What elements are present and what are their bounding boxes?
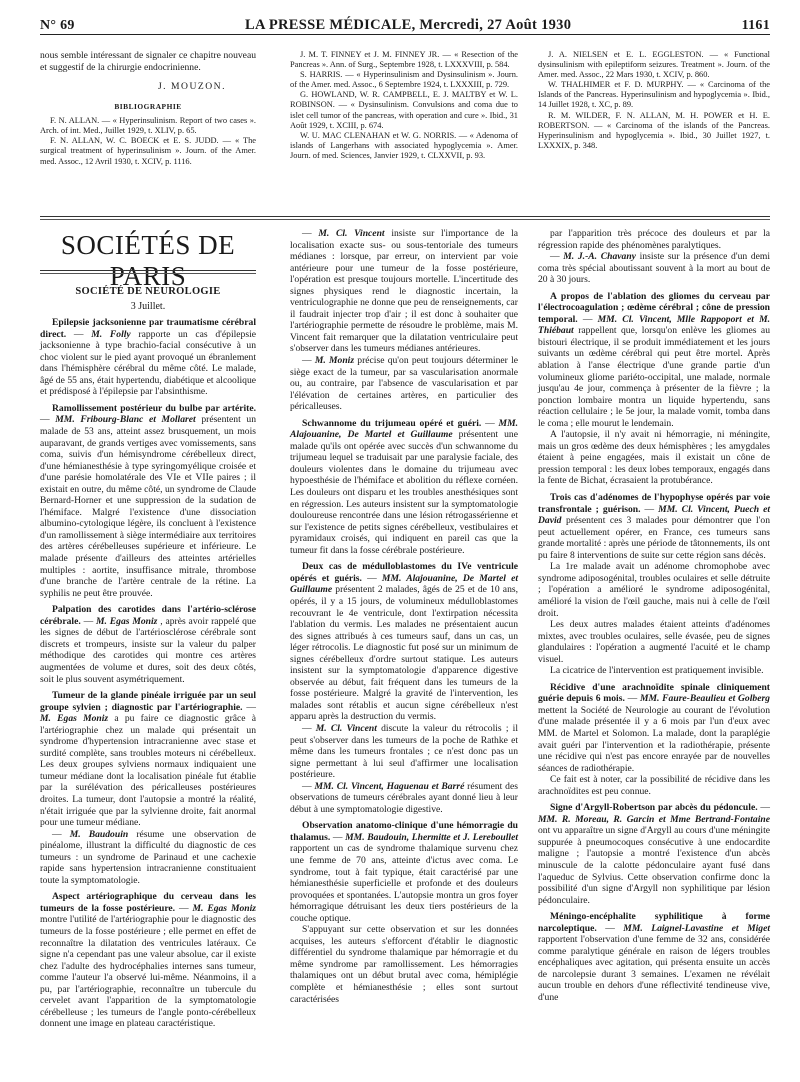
communication-title: Deux cas de médulloblastomes du IVe ventricule opérés et guéris. (290, 561, 518, 584)
communication-authors: M. Folly (91, 328, 131, 340)
communication-text: S'appuyant sur cette observation et sur les données acquises, les auteurs s'efforcent d'établir le diagnostic différentiel du syndrome thalamique par hémorragie et du même syndrome par ramollissement. Les hémorragies thalamiques ont un début brutal avec coma, hémiplégie complète et hémianesthésie ; elles sont surtout caractérisées (290, 924, 518, 1005)
communication-text: par l'apparition très précoce des douleurs et par la régression rapide des phénomènes paralytiques. (538, 228, 770, 251)
communication-paragraph (538, 619, 770, 665)
communication-authors: M. Baudouin (69, 828, 129, 840)
communication-authors: M. Cl. Vincent (315, 722, 377, 734)
communication-paragraph: Récidive d'une arachnoïdite spinale cliniquement guérie depuis 6 mois. — MM. Faure-Beaulieu et Golberg mettent la Société de Neurologie au courant de l'évolution d'une malade présentée il y a 6 mois par l'un d'eux avec MM. de Martel et Solomon. La malade, dont la paraplégie avait guéri par l'intervention et la radiothérapie, présente une récidive qui n'est pas encore enrayée par de nouvelles séances de radiothérapie. (538, 681, 770, 774)
communication-title: A propos de l'ablation des gliomes du cerveau par l'électrocoagulation ; œdème cérébral ; cône de pression temporal. (538, 290, 770, 325)
column-2-body (290, 228, 518, 1005)
communication-text: , après avoir rappelé que les signes de début de l'artériosclérose cérébrale sont discrets et trompeurs, insiste sur la valeur du palper méthodique des carotides qui montre ces artères augmentées de volume et dures, soit des deux côtés, soit le plus souvent asymétriquement. (40, 615, 257, 685)
communication-authors: MM. Laignel-Lavastine et Miget (623, 922, 770, 934)
communication-title: Aspect artériographique du cerveau dans les tumeurs de la fosse postérieure. (40, 891, 256, 914)
communication-paragraph: Observation anatomo-clinique d'une hémorragie du thalamus. — MM. Baudouin, Lhermitte et J. Lereboullet rapportent un cas de syndrome thalamique survenu chez une femme de 70 ans, atteinte d'ictus avec coma. Le syndrome, tout à fait typique, était caractérisé par une hémianesthésie superficielle et profonde et des douleurs provoquées et spontanées. L'autopsie montra un gros foyer hémorragique détruisant les deux tiers postérieurs de la couche optique. (290, 820, 518, 924)
communication-text: présentent une malade qu'ils ont opérée avec succès d'un schwannome du trijumeau lequel se traduisait par une paralysie faciale, des douleurs violentes dans le domaine du trijumeau avec hypoesthésie de l'hémiface et abolition du réflexe cornéen. Les douleurs ont disparu et les troubles anesthésiques sont en régression. Les auteurs insistent sur la symptomatologie douloureuse rencontrée dans une lésion rétrogassérienne et sur l'existence de petits signes cérébelleux, vestibulaires et pyramidaux croisés, qui indiquent en pareil cas que la tumeur fit dans la fosse cérébrale postérieure. (290, 429, 518, 556)
communication-text: précise qu'on peut toujours déterminer le siège exact de la tumeur, par sa vascularisation anormale ou, au contraire, par l'absence de vascularisation et par l'élévation de certaines artères, en particulier des péricalleuses. (290, 355, 518, 413)
communication-paragraph: Deux cas de médulloblastomes du IVe ventricule opérés et guéris. — MM. Alajouanine, De Martel et Guillaume présentent 2 malades, âgés de 25 et de 10 ans, opérés, il y a 15 jours, de volumineux médulloblastomes recouvrant le 4e ventricule, dont l'extirpation nécessita l'ablation du vermis. Les malades ne présentaient aucun des signes attribués à ces tumeurs sauf, dans un cas, un léger rétrocolis. Le diagnostic fut posé sur un minimum de signes cérébelleux d'ordre surtout statique. Les auteurs insistent sur la symptomatologie d'apparence digestive observée au début, fait fréquent dans les tumeurs de la fosse postérieure. Malgré la gravité de l'intervention, les malades sont rétablis et aucun signe cérébelleux n'est apparu après la destruction du vermis. (290, 561, 519, 723)
page-header (40, 14, 770, 35)
communication-paragraph: Méningo-encéphalite syphilitique à forme narcoleptique. — MM. Laignel-Lavastine et Miget rapportent l'observation d'une femme de 32 ans, considérée comme paralytique générale en raison de légers troubles encéphaliques avec agitation, qui présenta ensuite un accès de narcolepsie durant 3 semaines. L'examen ne révélait aucun trouble en dehors d'une réflectivité tendineuse vive, d'une (538, 911, 770, 1003)
section-divider (40, 216, 770, 217)
communication-title: Palpation des carotides dans l'artério-sclérose cérébrale. (40, 604, 256, 627)
communication-text: résume une observation de pinéalome, illustrant la difficulté du diagnostic de ces tumeurs : un syndrome de Parinaud et une cachexie rapide sans hypertension intracranienne constituaient toute la symptomatologie. (40, 828, 256, 886)
bibliography-list-3 (538, 50, 770, 151)
communication-paragraph: Aspect artériographique du cerveau dans les tumeurs de la fosse postérieure. — M. Egas Moniz montre l'utilité de l'artériographie pour le diagnostic des tumeurs de la fosse postérieure ; elle permet en effet de reconnaître la dilatation des ventricules latéraux. Ce signe n'a cependant pas une valeur absolue, car il existe chez l'adulte des hydrocéphalies internes sans tumeur, comme l'auteur l'a observé lui-même. Néanmoins, il a pu, par l'artériographie, reconnaître un tubercule du cervelet avant l'apparition de la symptomatologie cérébelleuse ; les tumeurs de l'angle ponto-cérébelleux donnent une image en plateau caractéristique. (40, 891, 257, 1030)
society-name: SOCIÉTÉ DE NEUROLOGIE (75, 286, 221, 297)
communication-text: présentent ces 3 malades pour démontrer que l'on peut actuellement opérer, en France, ces tumeurs sans grande mortalité : après une période de tâtonnements, ils ont pu faire 8 interventions de suite sur cette région sans décès. (538, 515, 770, 561)
communication-text: La 1re malade avait un adénome chromophobe avec syndrome adiposogénital, troubles oculaires et selle détruite ; l'opération a amélioré le syndrome adiposogénital, amélioré la vision de l'œil gauche, mais nui à celle de l'œil droit. (538, 561, 770, 619)
communication-paragraph: A propos de l'ablation des gliomes du cerveau par l'électrocoagulation ; œdème cérébral ; cône de pression temporal. — MM. Cl. Vincent, Mlle Rappoport et M. Thiébaut rappellent que, lorsqu'on enlève les gliomes au bistouri électrique, il se produit immédiatement et les jours suivants un œdème cérébral qui peut être mortel. Après ablation à l'anse électrique d'une grande partie d'un volumineux gliome pariéto-occipital, une malade, normale jusqu'au 4e jour, commença à présenter de la fièvre ; la ponction lombaire montra un liquide hypertendu, sans réaction cellulaire ; le 5e jour, la malade vomit, tomba dans le coma ; elle mourut le lendemain. (538, 290, 770, 429)
communication-paragraph: — M. J.-A. Chavany insiste sur la présence d'un demi coma très spécial aboutissant souvent à la mort au bout de 20 à 30 jours. (538, 251, 771, 286)
column-1-body (40, 317, 256, 1030)
communication-paragraph (538, 429, 770, 487)
top-column-1 (40, 50, 256, 167)
communication-authors: MM. Fribourg-Blanc et Mollaret (55, 414, 196, 426)
communication-text: rapportent un cas de syndrome thalamique survenu chez une femme de 70 ans, atteinte d'ictus avec coma. Le syndrome, tout à fait typique, était caractérisé par une hémianesthésie superficielle et profonde et des douleurs provoquées et spontanées. L'autopsie montra un gros foyer hémorragique détruisant les deux tiers postérieurs de la couche optique. (290, 843, 518, 924)
communication-title: Récidive d'une arachnoïdite spinale cliniquement guérie depuis 6 mois. (538, 681, 770, 705)
communication-paragraph: Signe d'Argyll-Robertson par abcès du pédoncule. — MM. R. Moreau, R. Garcin et Mme Bertrand-Fontaine ont vu apparaître un signe d'Argyll au cours d'une méningite suppurée à pneumocoques consécutive à une endocardite maligne ; l'autopsie a montré l'existence d'un abcès minuscule de la calotte pédonculaire ayant fusé dans l'aqueduc de Sylvius. Cette observation confirme donc la possibilité d'un signe d'Argyll non syphilitique par lésion pédonculaire. (538, 802, 771, 906)
column-1 (40, 286, 256, 1030)
communication-paragraph: — MM. Cl. Vincent, Haguenau et Barré résument des observations de tumeurs cérébrales ayant donné lieu à leur début à une symptomatologie digestive. (290, 780, 518, 815)
communication-text: Les deux autres malades étaient atteints d'adénomes mixtes, avec troubles oculaires, selle évasée, peu de signes glandulaires : l'opération a augmenté l'acuité et le champ visuel. (538, 619, 770, 665)
communication-authors: MM. Cl. Vincent, Haguenau et Barré (314, 780, 465, 792)
column-3 (538, 228, 770, 1004)
communication-text: présentent 2 malades, âgés de 25 et de 10 ans, opérés, il y a 15 jours, de volumineux médulloblastomes recouvrant le 4e ventricule, dont l'extirpation nécessita l'ablation du vermis. Les malades ne présentaient aucun des signes attribués à ces tumeurs sauf, dans un cas, un léger rétrocolis. Le diagnostic fut posé sur un minimum de signes cérébelleux d'ordre surtout statique. Les auteurs insistent sur la symptomatologie d'apparence digestive observée au début, fait fréquent dans les tumeurs de la fosse postérieure. Malgré la gravité de l'intervention, les malades sont rétablis et aucun signe cérébelleux n'est apparu après la destruction du vermis. (290, 584, 518, 723)
communication-paragraph: Trois cas d'adénomes de l'hypophyse opérés par voie transfrontale ; guérison. — MM. Cl. Vincent, Puech et David présentent ces 3 malades pour démontrer que l'on peut actuellement opérer, en France, ces tumeurs sans grande mortalité : après une période de tâtonnements, ils ont pu faire 8 interventions de suite sur cette région sans décès. (538, 492, 770, 561)
session-date: 3 Juillet. (130, 300, 166, 312)
section-title: SOCIÉTÉS DE PARIS (60, 230, 236, 291)
article-ending: nous semble intéressant de signaler ce chapitre nouveau et suggestif de la chirurgie endocrinienne. (40, 50, 256, 73)
bibliography-list-2 (290, 50, 518, 161)
reference-entry: G. HOWLAND, W. R. CAMPBELL, E. J. MALTBY et W. L. ROBINSON. — « Dysinsulinism. Convulsions and coma due to islet cell tumor of the pancreas, with operation and cure ». Ibid., 31 Août 1929, t. XCIII, p. 674. (290, 90, 518, 130)
journal-title: LA PRESSE MÉDICALE, Mercredi, 27 Août 1930 (245, 17, 572, 33)
communication-title: Signe d'Argyll-Robertson par abcès du pédoncule. (550, 802, 758, 814)
communication-title: Méningo-encéphalite syphilitique à forme narcoleptique. (538, 911, 770, 934)
column-2 (290, 228, 518, 1005)
communication-text: La cicatrice de l'intervention est pratiquement invisible. (550, 665, 764, 677)
section-divider-thin (40, 219, 770, 220)
communication-authors: MM. Cl. Vincent, Puech et David (538, 503, 770, 527)
communication-text: Ce fait est à noter, car la possibilité de récidive dans les arachnoïdites est peu connue. (538, 774, 770, 797)
communication-paragraph: — M. Cl. Vincent insiste sur l'importance de la localisation exacte sus- ou sous-tentoriale des tumeurs médianes : lorsque, par erreur, on intervient par voie antérieure pour une tumeur de la fosse postérieure, l'opération est presque toujours mortelle. L'incertitude des signes physiques rend le diagnostic incertain, la ventriculographie ne donne que peu de renseignements, car il faudrait injecter trop d'air ; il est donc à souhaiter que l'artériographie permette de résoudre le problème, mais M. Vincent fait remarquer que la dilatation ventriculaire peut s'observer dans les tumeurs médianes antérieures. (290, 228, 518, 355)
communication-paragraph (538, 561, 770, 619)
reference-entry: W. U. MAC CLENAHAN et W. G. NORRIS. — « Adenoma of islands of Langerhans with associated hypoglycemia ». Amer. Journ. of med. Sciences, Janvier 1929, t. CLXXVII, p. 93. (290, 130, 518, 160)
reference-entry: R. M. WILDER, F. N. ALLAN, M. H. POWER et H. E. ROBERTSON. — « Carcinoma of the islands of the Pancreas. Hyperinsulinism and hypoglycemia ». Ibid., 30 Juillet 1927, t. LXXXIX, p. 348. (538, 110, 770, 150)
communication-paragraph: Tumeur de la glande pinéale irriguée par un seul groupe sylvien ; diagnostic par l'artériographie. — M. Egas Moniz a pu faire ce diagnostic grâce à l'artériographie chez un malade qui présentait un syndrome d'hypertension intracranienne avec stase et surdité complète, sans troubles moteurs ni cérébelleux. Les deux groupes sylviens normaux indiquaient une tumeur médiane dont la localisation pinéale fut établie par la surélévation des péricalleuses postérieures droites. La tumeur, dont l'autopsie a montré la réalité, n'était irriguée que par la sylvienne droite, fait anormal pour une tumeur médiane. (40, 690, 257, 829)
bibliography-heading: BIBLIOGRAPHIE (114, 101, 182, 111)
reference-entry: F. N. ALLAN. — « Hyperinsulinism. Report of two cases ». Arch. of int. Med., Juillet 1929, t. XLIV, p. 65. (40, 116, 256, 136)
communication-text: présentent un malade de 53 ans, atteint assez brusquement, un mois auparavant, de grands vertiges avec vomissements, sans coma, suivis d'un hémisyndrome cérébelleux direct, d'une hémianesthésie à type syringomyélique croisée et d'une parésie homolatérale des VIe et VIIe paires ; il existait en outre, du même côté, un syndrome de Claude Bernard-Horner et une suppression de la sudation de l'hémiface. Malgré l'existence d'une dissociation albumino-cytologique légère, ils concluent à l'existence d'un ramollissement à siège intermédiaire aux territoires des artères cérébelleuses supérieure et inférieure. Le malade présente d'ailleurs des atteintes artérielles multiples : aortite, insuffisance mitrale, thrombose d'une branche de l'artère centrale de la rétine. La syphilis ne peut être prouvée. (40, 414, 257, 599)
communication-paragraph (538, 774, 770, 797)
title-underline (40, 270, 256, 271)
communication-paragraph: Epilepsie jacksonienne par traumatisme cérébral direct. — M. Folly rapporte un cas d'épilepsie jacksonienne à type brachio-facial consécutive à un choc violent sur le pied ayant provoqué un ébranlement dans l'hémisphère cérébral du même côté. Le malade, âgé de 55 ans, était hypertendu, diabétique et alcoolique et prédisposé à l'épilepsie par l'absinthisme. (40, 317, 257, 398)
reference-entry: F. N. ALLAN, W. C. BOECK et E. S. JUDD. — « The surgical treatment of hyperinsulinism ». Journ. of the Amer. med. Assoc., 12 Avril 1930, t. XCIV, p. 1116. (40, 136, 256, 166)
title-underline-thin (40, 273, 256, 274)
communication-text: résument des observations de tumeurs cérébrales ayant donné lieu à leur début à une symptomatologie digestive. (290, 780, 518, 815)
bibliography-list (40, 116, 256, 166)
communication-authors: M. Cl. Vincent (318, 228, 385, 239)
reference-entry: J. A. NIELSEN et E. L. EGGLESTON. — « Functional dysinsulinism with epileptiform seizures. Treatment ». Journ. of the Amer. med. Assoc., 22 Mars 1930, t. XCIV, p. 860. (538, 50, 770, 80)
communication-title: Schwannome du trijumeau opéré et guéri. (302, 417, 482, 429)
reference-entry: J. M. T. FINNEY et J. M. FINNEY JR. — « Resection of the Pancreas ». Ann. of Surg., Septembre 1928, t. LXXXVIII, p. 584. (290, 50, 518, 70)
communication-authors: MM. Cl. Vincent, Mlle Rappoport et M. Thiébaut (538, 313, 770, 337)
communication-title: Trois cas d'adénomes de l'hypophyse opérés par voie transfrontale ; guérison. (538, 492, 770, 515)
communication-text: insiste sur la présence d'un demi coma très spécial aboutissant souvent à la mort au bout de 20 à 30 jours. (538, 251, 771, 286)
communication-authors: MM. Alajouanine, De Martel et Guillaume (290, 417, 519, 441)
communication-paragraph: Ramollissement postérieur du bulbe par artérite. — MM. Fribourg-Blanc et Mollaret présentent un malade de 53 ans, atteint assez brusquement, un mois auparavant, de grands vertiges avec vomissements, sans coma, suivis d'un hémisyndrome cérébelleux direct, d'une hémianesthésie à type syringomyélique croisée et d'une parésie homolatérale des VIe et VIIe paires ; il existait en outre, du même côté, un syndrome de Claude Bernard-Horner et une suppression de la sudation de l'hémiface. Malgré l'existence d'une dissociation albumino-cytologique légère, ils concluent à l'existence d'un ramollissement à siège intermédiaire aux territoires des artères cérébelleuses supérieure et inférieure. Le malade présente d'ailleurs des atteintes artérielles multiples : aortite, insuffisance mitrale, thrombose d'une branche de l'artère centrale de la rétine. La syphilis ne peut être prouvée. (40, 402, 257, 599)
communication-text: ont vu apparaître un signe d'Argyll au cours d'une méningite suppurée à pneumocoques consécutive à une endocardite maligne ; l'autopsie a montré l'existence d'un abcès minuscule de la calotte pédonculaire ayant fusé dans l'aqueduc de Sylvius. Cette observation confirme donc la possibilité d'un signe d'Argyll non syphilitique par lésion pédonculaire. (538, 825, 770, 906)
communication-authors: MM. R. Moreau, R. Garcin et Mme Bertrand-Fontaine (538, 813, 770, 825)
communication-text: A l'autopsie, il n'y avait ni hémorragie, ni méningite, mais un gros œdème des deux hémisphères ; les amygdales étaient à peine engagées, mais il existait un cône de pression temporal : les deux lobes temporaux, engagés dans la fente de Bichat, écrasaient la protubérance. (538, 429, 770, 487)
reference-entry: S. HARRIS. — « Hyperinsulinism and Dysinsulinism ». Journ. of the Amer. med. Assoc., 6 Septembre 1924, t. LXXXIII, p. 729. (290, 70, 518, 90)
communication-text: discute la valeur du rétrocolis ; il peut s'observer dans les tumeurs de la poche de Rathke et même dans les tumeurs frontales ; ce n'est donc pas un signe permettant à lui seul d'affirmer une localisation postérieure. (290, 722, 518, 781)
communication-authors: MM. Faure-Beaulieu et Golberg (639, 693, 770, 705)
communication-authors: M. Moniz (314, 355, 355, 367)
communication-text: montre l'utilité de l'artériographie pour le diagnostic des tumeurs de la fosse postérieure ; elle permet en effet de reconnaître la dilatation des ventricules latéraux. Ce signe n'a cependant pas une valeur absolue, car il existe chez l'adulte des hydrocéphalies internes sans tumeur, comme l'auteur l'a observé lui-même. Néanmoins, il a pu, par l'artériographie, reconnaître un tubercule du cervelet avant l'apparition de la symptomatologie cérébelleuse ; les tumeurs de l'angle ponto-cérébelleux donnent une image en plateau caractéristique. (40, 914, 256, 1030)
communication-authors: M. Egas Moniz (96, 615, 158, 627)
communication-authors: MM. Alajouanine, De Martel et Guillaume (290, 572, 519, 596)
communication-text: rapportent l'observation d'une femme de 32 ans, considérée comme paralytique générale en raison de légers troubles encéphaliques avec agitation, qui présenta ensuite un accès de narcolepsie durant 3 semaines. L'examen ne révélait aucun trouble en dehors d'une réflectivité tendineuse vive, d'une (538, 934, 770, 1003)
communication-title: Epilepsie jacksonienne par traumatisme cérébral direct. (40, 317, 256, 340)
communication-paragraph (290, 924, 518, 1005)
communication-authors: M. J.-A. Chavany (563, 251, 636, 263)
communication-paragraph: — M. Moniz précise qu'on peut toujours déterminer le siège exact de la tumeur, par sa vascularisation anormale ou, au contraire, par l'absence de vascularisation et par l'élévation de certaines artères, en particulier des péricalleuses. (290, 355, 518, 413)
communication-text: insiste sur l'importance de la localisation exacte sus- ou sous-tentoriale des tumeurs médianes : lorsque, par erreur, on intervient par voie antérieure pour une tumeur de la fosse postérieure, l'opération est presque toujours mortelle. L'incertitude des signes physiques rend le diagnostic incertain, la ventriculographie ne donne que peu de renseignements, car il faudrait injecter trop d'air ; il est donc à souhaiter que l'artériographie permette de résoudre le problème, mais M. Vincent fait remarquer que la dilatation ventriculaire peut s'observer dans les tumeurs médianes antérieures. (290, 228, 518, 355)
issue-number: N° 69 (40, 18, 75, 33)
communication-authors: M. Egas Moniz (40, 713, 109, 725)
communication-paragraph (538, 228, 770, 251)
communication-text: rapporte un cas d'épilepsie jacksonienne à type brachio-facial consécutive à un choc violent sur le pied ayant provoqué un ébranlement dans l'hémisphère cérébral du même côté. Le malade, âgé de 55 ans, était hypertendu, diabétique et alcoolique et prédisposé à l'épilepsie par l'absinthisme. (40, 328, 257, 398)
communication-paragraph: — M. Cl. Vincent discute la valeur du rétrocolis ; il peut s'observer dans les tumeurs de la poche de Rathke et même dans les tumeurs frontales ; ce n'est donc pas un signe permettant à lui seul d'affirmer une localisation postérieure. (290, 722, 518, 781)
communication-text: a pu faire ce diagnostic grâce à l'artériographie chez un malade qui présentait un syndrome d'hypertension intracranienne avec stase et surdité complète, sans troubles moteurs ni cérébelleux. Les deux groupes sylviens normaux indiquaient une tumeur médiane dont la localisation pinéale fut établie par la surélévation des péricalleuses postérieures droites. La tumeur, dont l'autopsie a montré la réalité, n'était irriguée que par la sylvienne droite, fait anormal pour une tumeur médiane. (40, 713, 257, 829)
communication-paragraph: Schwannome du trijumeau opéré et guéri. — MM. Alajouanine, De Martel et Guillaume présentent une malade qu'ils ont opérée avec succès d'un schwannome du trijumeau lequel se traduisait par une paralysie faciale, des douleurs violentes dans le domaine du trijumeau avec hypoesthésie de l'hémiface et abolition du réflexe cornéen. Les douleurs ont disparu et les troubles anesthésiques sont en régression. Les auteurs insistent sur la symptomatologie douloureuse rencontrée dans une lésion rétrogassérienne et sur l'existence de petits signes cérébelleux, vestibulaires et pyramidaux croisés, qui indiquent en pareil cas que la tumeur fit dans la fosse cérébrale postérieure. (290, 417, 519, 556)
reference-entry: W. THALHIMER et F. D. MURPHY. — « Carcinoma of the Islands of the Pancreas. Hyperinsulinism and hypoglycemia ». Ibid., 14 Juillet 1928, t. XC, p. 89. (538, 80, 770, 110)
column-3-body (538, 228, 770, 1004)
communication-title: Ramollissement postérieur du bulbe par artérite. (52, 402, 256, 414)
communication-paragraph: Palpation des carotides dans l'artério-sclérose cérébrale. — M. Egas Moniz , après avoir rappelé que les signes de début de l'artériosclérose cérébrale sont discrets et trompeurs, insiste sur la valeur du palper méthodique des carotides qui montre ces artères augmentées de volume et dures, soit des deux côtés, soit le plus souvent asymétriquement. (40, 604, 257, 685)
communication-authors: M. Egas Moniz (192, 902, 257, 914)
communication-text: rappellent que, lorsqu'on enlève les gliomes au bistouri électrique, il se produit immédiatement et les jours suivants un œdème cérébral qui peut être mortel. Après ablation à l'anse électrique d'une grande partie d'un volumineux gliome pariéto-occipital, une malade, normale jusqu'au 4e jour, commença à présenter de la fièvre ; la ponction lombaire montra un liquide hypertendu, sans réaction cellulaire ; le 5e jour, la malade vomit, tomba dans le coma ; elle mourut le lendemain. (538, 325, 770, 429)
communication-title: Observation anatomo-clinique d'une hémorragie du thalamus. (290, 820, 518, 843)
page-number: 1161 (741, 18, 770, 33)
communication-paragraph: — M. Baudouin résume une observation de pinéalome, illustrant la difficulté du diagnostic de ces tumeurs : un syndrome de Parinaud et une cachexie rapide sans hypertension intracranienne constituaient toute la symptomatologie. (40, 828, 256, 886)
communication-title: Tumeur de la glande pinéale irriguée par un seul groupe sylvien ; diagnostic par l'artériographie. (40, 690, 256, 713)
author-signature: J. MOUZON. (157, 81, 226, 93)
communication-text: mettent la Société de Neurologie au courant de l'évolution d'une malade présentée il y a 6 mois par l'un d'eux avec MM. de Martel et Solomon. La malade, dont la paraplégie avait guéri par l'intervention et la radiothérapie, présente une récidive qui n'est pas encore enrayée par de nouvelles séances de radiothérapie. (538, 704, 770, 774)
communication-paragraph (538, 665, 770, 677)
communication-authors: MM. Baudouin, Lhermitte et J. Lereboullet (345, 831, 518, 843)
